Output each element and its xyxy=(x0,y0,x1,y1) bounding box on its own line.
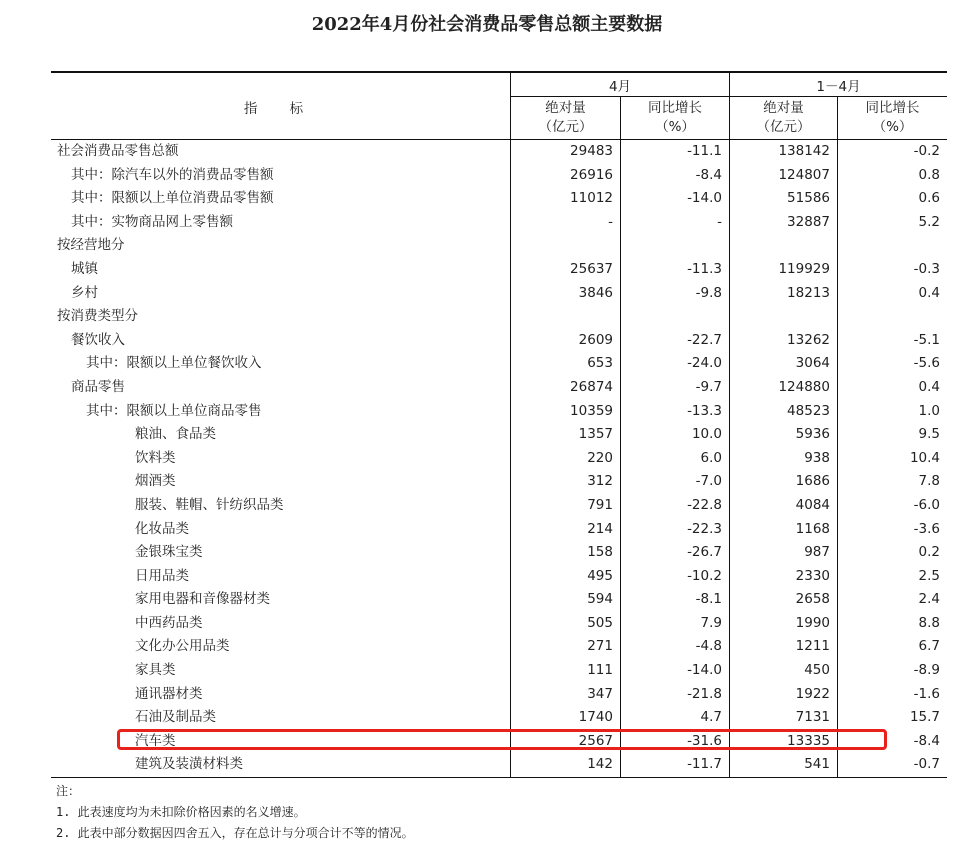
ytd-yoy-cell: -8.4 xyxy=(838,730,948,754)
month-yoy-cell: -9.7 xyxy=(621,376,730,400)
ytd-yoy-cell xyxy=(838,305,948,329)
note-item: 1. 此表速度均为未扣除价格因素的名义增速。 xyxy=(56,805,306,819)
row-label: 城镇 xyxy=(71,260,98,277)
table-row xyxy=(51,706,947,730)
table-row xyxy=(51,258,947,282)
row-label: 通讯器材类 xyxy=(135,685,203,702)
indicator-header: 指 标 xyxy=(51,72,511,140)
month-abs-cell: 312 xyxy=(511,470,621,494)
row-label: 化妆品类 xyxy=(135,520,189,537)
row-label: 社会消费品零售总额 xyxy=(57,143,179,159)
ytd-abs-cell xyxy=(730,234,838,258)
month-yoy-cell: -8.4 xyxy=(621,164,730,188)
row-label: 其中：限额以上单位消费品零售额 xyxy=(71,190,274,207)
ytd-abs-cell: 13335 xyxy=(730,730,838,754)
ytd-yoy-cell: 0.4 xyxy=(838,282,948,306)
ytd-abs-cell xyxy=(730,305,838,329)
note-item: 2. 此表中部分数据因四舍五入，存在总计与分项合计不等的情况。 xyxy=(56,826,414,840)
highlight-box xyxy=(117,729,887,750)
month-abs-cell: 594 xyxy=(511,588,621,612)
ytd-yoy-label: 同比增长 xyxy=(865,100,920,116)
ytd-yoy-cell: 0.6 xyxy=(838,187,948,211)
row-label: 其中：限额以上单位商品零售 xyxy=(86,402,262,419)
ytd-abs-cell: 450 xyxy=(730,659,838,683)
ytd-yoy-cell: -0.7 xyxy=(838,753,948,777)
ytd-abs-label: 绝对量 xyxy=(763,100,804,116)
row-label: 中西药品类 xyxy=(135,614,203,631)
ytd-yoy-cell: 2.4 xyxy=(838,588,948,612)
month-yoy-cell: -10.2 xyxy=(621,565,730,589)
ytd-yoy-cell: 0.2 xyxy=(838,541,948,565)
ytd-abs-cell: 987 xyxy=(730,541,838,565)
ytd-yoy-cell: 1.0 xyxy=(838,400,948,424)
month-abs-cell: 495 xyxy=(511,565,621,589)
month-yoy-cell: -31.6 xyxy=(621,730,730,754)
ytd-yoy-cell: -5.6 xyxy=(838,352,948,376)
month-yoy-cell: 7.9 xyxy=(621,612,730,636)
ytd-abs-cell: 3064 xyxy=(730,352,838,376)
month-yoy-cell: -7.0 xyxy=(621,470,730,494)
month-abs-cell: 26874 xyxy=(511,376,621,400)
ytd-yoy-cell: 2.5 xyxy=(838,565,948,589)
month-abs-cell: - xyxy=(511,211,621,235)
month-yoy-cell: -14.0 xyxy=(621,187,730,211)
month-abs-cell: 29483 xyxy=(511,140,621,164)
month-abs-cell: 271 xyxy=(511,635,621,659)
table-row xyxy=(51,753,947,777)
month-group-header: 4月 xyxy=(511,72,730,97)
table-row xyxy=(51,541,947,565)
ytd-yoy-cell: 15.7 xyxy=(838,706,948,730)
ytd-abs-cell: 48523 xyxy=(730,400,838,424)
month-abs-cell: 10359 xyxy=(511,400,621,424)
table-row xyxy=(51,282,947,306)
month-yoy-cell: 10.0 xyxy=(621,423,730,447)
table-body xyxy=(51,140,947,778)
month-yoy-label: 同比增长 xyxy=(648,100,702,116)
ytd-abs-cell: 2658 xyxy=(730,588,838,612)
month-yoy-cell: -24.0 xyxy=(621,352,730,376)
ytd-abs-cell: 938 xyxy=(730,447,838,471)
ytd-abs-header xyxy=(730,97,838,140)
table-row xyxy=(51,352,947,376)
month-abs-cell: 3846 xyxy=(511,282,621,306)
ytd-abs-cell: 1168 xyxy=(730,518,838,542)
table-row xyxy=(51,447,947,471)
month-yoy-cell: -22.7 xyxy=(621,329,730,353)
month-abs-cell xyxy=(511,234,621,258)
month-abs-unit: （亿元） xyxy=(538,119,593,135)
ytd-abs-cell: 32887 xyxy=(730,211,838,235)
ytd-abs-cell: 1211 xyxy=(730,635,838,659)
table-row xyxy=(51,164,947,188)
ytd-yoy-cell: 10.4 xyxy=(838,447,948,471)
month-abs-cell: 26916 xyxy=(511,164,621,188)
month-abs-cell: 11012 xyxy=(511,187,621,211)
ytd-abs-cell: 5936 xyxy=(730,423,838,447)
table-row xyxy=(51,612,947,636)
row-label: 服装、鞋帽、针纺织品类 xyxy=(135,496,284,513)
month-abs-cell: 347 xyxy=(511,683,621,707)
ytd-yoy-unit: （%） xyxy=(872,119,913,135)
month-abs-cell: 25637 xyxy=(511,258,621,282)
table-row xyxy=(51,635,947,659)
table-row xyxy=(51,423,947,447)
ytd-abs-cell: 7131 xyxy=(730,706,838,730)
ytd-abs-cell: 4084 xyxy=(730,494,838,518)
row-label: 乡村 xyxy=(71,284,98,301)
table-row xyxy=(51,659,947,683)
ytd-yoy-cell: -0.3 xyxy=(838,258,948,282)
month-yoy-header xyxy=(621,97,730,140)
month-abs-cell: 142 xyxy=(511,753,621,777)
row-label: 粮油、食品类 xyxy=(135,426,216,443)
row-label: 按经营地分 xyxy=(57,237,125,254)
table-row xyxy=(51,518,947,542)
ytd-yoy-cell: -6.0 xyxy=(838,494,948,518)
row-label: 汽车类 xyxy=(135,732,176,749)
row-label: 饮料类 xyxy=(135,449,176,466)
row-label: 商品零售 xyxy=(71,378,125,395)
table-row xyxy=(51,376,947,400)
row-label: 按消费类型分 xyxy=(57,308,138,325)
month-yoy-cell: -22.8 xyxy=(621,494,730,518)
month-yoy-cell: - xyxy=(621,211,730,235)
month-abs-cell: 214 xyxy=(511,518,621,542)
table-row xyxy=(51,140,947,164)
month-abs-header xyxy=(511,97,621,140)
table-row xyxy=(51,211,947,235)
ytd-abs-cell: 1990 xyxy=(730,612,838,636)
ytd-yoy-cell: 0.4 xyxy=(838,376,948,400)
ytd-yoy-cell xyxy=(838,234,948,258)
row-label: 建筑及装潢材料类 xyxy=(51,753,511,777)
row-label: 文化办公用品类 xyxy=(135,638,230,655)
ytd-abs-cell: 18213 xyxy=(730,282,838,306)
month-abs-cell: 1740 xyxy=(511,706,621,730)
month-abs-cell: 2567 xyxy=(511,730,621,754)
ytd-abs-cell: 1922 xyxy=(730,683,838,707)
ytd-yoy-cell: -8.9 xyxy=(838,659,948,683)
ytd-yoy-cell: 7.8 xyxy=(838,470,948,494)
ytd-abs-cell: 124880 xyxy=(730,376,838,400)
notes-heading: 注： xyxy=(56,784,81,798)
table-row xyxy=(51,234,947,258)
month-abs-cell: 1357 xyxy=(511,423,621,447)
ytd-yoy-cell: 9.5 xyxy=(838,423,948,447)
table-row xyxy=(51,683,947,707)
table-row xyxy=(51,470,947,494)
ytd-abs-cell: 1686 xyxy=(730,470,838,494)
month-abs-cell: 2609 xyxy=(511,329,621,353)
table-row xyxy=(51,187,947,211)
ytd-abs-cell: 138142 xyxy=(730,140,838,164)
month-yoy-cell: -21.8 xyxy=(621,683,730,707)
notes xyxy=(56,781,414,844)
month-yoy-cell: 6.0 xyxy=(621,447,730,471)
month-yoy-cell: -11.3 xyxy=(621,258,730,282)
month-yoy-cell xyxy=(621,305,730,329)
ytd-abs-cell: 2330 xyxy=(730,565,838,589)
ytd-yoy-cell: -1.6 xyxy=(838,683,948,707)
month-abs-cell: 505 xyxy=(511,612,621,636)
row-label: 烟酒类 xyxy=(135,473,176,490)
ytd-yoy-cell: 6.7 xyxy=(838,635,948,659)
month-yoy-cell: -26.7 xyxy=(621,541,730,565)
month-abs-label: 绝对量 xyxy=(545,100,586,116)
row-label: 其中：除汽车以外的消费品零售额 xyxy=(71,166,274,183)
ytd-abs-cell: 541 xyxy=(730,753,838,777)
month-yoy-cell: -11.7 xyxy=(621,753,730,777)
ytd-yoy-cell: 8.8 xyxy=(838,612,948,636)
row-label: 其中：实物商品网上零售额 xyxy=(71,213,233,230)
row-label: 家用电器和音像器材类 xyxy=(135,591,270,608)
ytd-yoy-cell: 0.8 xyxy=(838,164,948,188)
ytd-yoy-cell: 5.2 xyxy=(838,211,948,235)
row-label: 家具类 xyxy=(135,662,176,679)
month-abs-cell: 111 xyxy=(511,659,621,683)
row-label: 石油及制品类 xyxy=(135,709,216,726)
ytd-abs-cell: 119929 xyxy=(730,258,838,282)
month-yoy-cell: 4.7 xyxy=(621,706,730,730)
table-row xyxy=(51,400,947,424)
month-abs-cell: 220 xyxy=(511,447,621,471)
month-yoy-cell: -4.8 xyxy=(621,635,730,659)
month-yoy-unit: （%） xyxy=(655,119,695,135)
ytd-group-header: 1－4月 xyxy=(730,72,948,97)
page-title: 2022年4月份社会消费品零售总额主要数据 xyxy=(311,14,663,35)
row-label: 其中：限额以上单位餐饮收入 xyxy=(86,355,262,372)
month-abs-cell xyxy=(511,305,621,329)
month-yoy-cell: -14.0 xyxy=(621,659,730,683)
ytd-abs-unit: （亿元） xyxy=(756,119,811,135)
ytd-abs-cell: 13262 xyxy=(730,329,838,353)
month-abs-cell: 158 xyxy=(511,541,621,565)
retail-sales-table xyxy=(51,71,947,778)
ytd-abs-cell: 124807 xyxy=(730,164,838,188)
ytd-yoy-cell: -3.6 xyxy=(838,518,948,542)
month-yoy-cell: -11.1 xyxy=(621,140,730,164)
month-yoy-cell: -9.8 xyxy=(621,282,730,306)
ytd-abs-cell: 51586 xyxy=(730,187,838,211)
month-abs-cell: 791 xyxy=(511,494,621,518)
table-row xyxy=(51,565,947,589)
month-yoy-cell: -13.3 xyxy=(621,400,730,424)
month-abs-cell: 653 xyxy=(511,352,621,376)
table-row xyxy=(51,588,947,612)
month-yoy-cell xyxy=(621,234,730,258)
ytd-yoy-header xyxy=(838,97,948,140)
row-label: 餐饮收入 xyxy=(71,331,125,348)
row-label: 金银珠宝类 xyxy=(135,544,203,561)
ytd-yoy-cell: -0.2 xyxy=(838,140,948,164)
row-label: 日用品类 xyxy=(135,567,189,584)
table-row xyxy=(51,494,947,518)
table-row xyxy=(51,329,947,353)
month-yoy-cell: -8.1 xyxy=(621,588,730,612)
month-yoy-cell: -22.3 xyxy=(621,518,730,542)
table-row xyxy=(51,305,947,329)
ytd-yoy-cell: -5.1 xyxy=(838,329,948,353)
